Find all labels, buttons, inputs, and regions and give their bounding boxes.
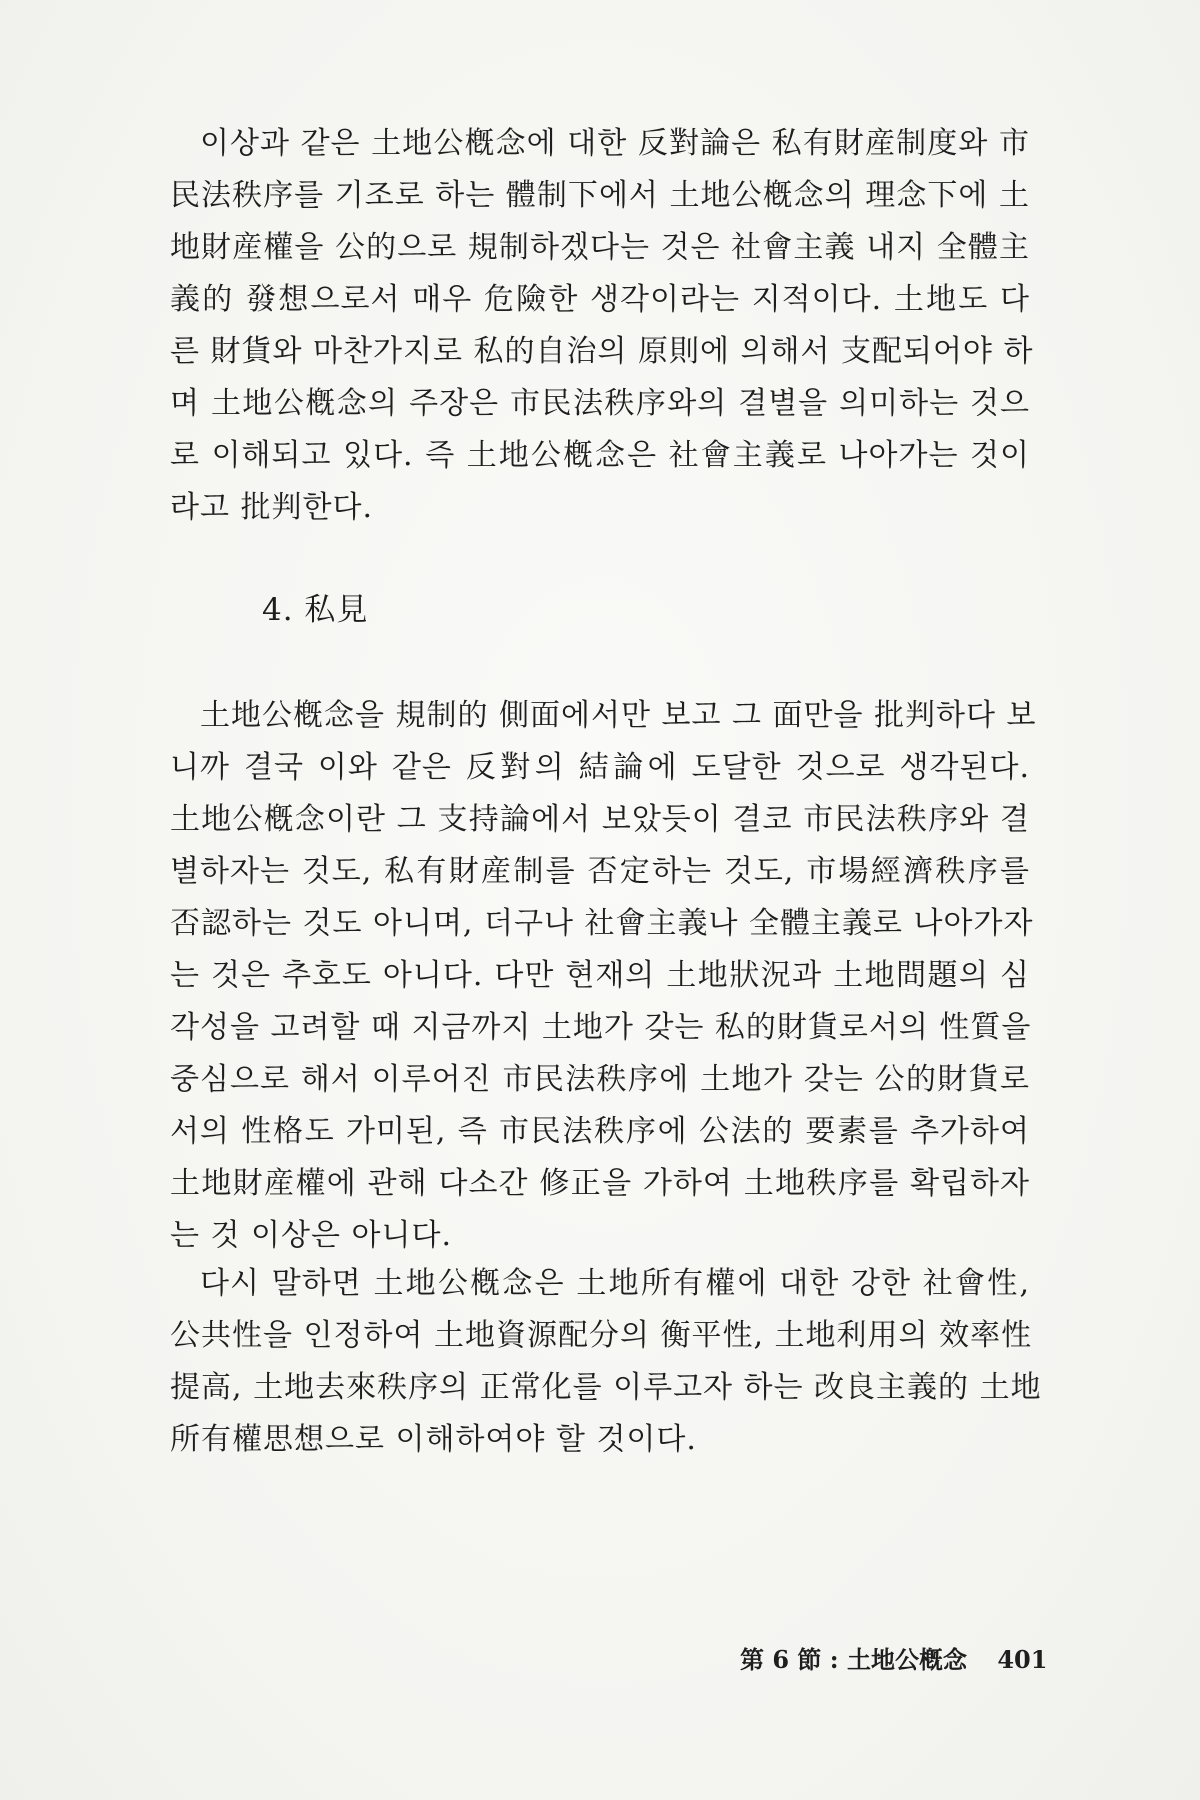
paragraph-line: 다시 말하면 土地公槪念은 土地所有權에 대한 강한 社會性, [200,1266,1030,1301]
paragraph-line: 로 이해되고 있다. 즉 土地公槪念은 社會主義로 나아가는 것이 [170,438,1030,473]
paragraph-conclusion [170,1258,1042,1466]
paragraph-line: 별하자는 것도, 私有財産制를 否定하는 것도, 市場經濟秩序를 [170,854,1030,889]
paragraph-personal-view [170,690,1037,1262]
paragraph-line: 이상과 같은 土地公槪念에 대한 反對論은 私有財産制度와 市 [200,126,1030,161]
paragraph-line: 土地財産權에 관해 다소간 修正을 가하여 土地秩序를 확립하자 [170,1166,1030,1201]
paragraph-line: 公共性을 인정하여 土地資源配分의 衡平性, 土地利用의 效率性 [170,1318,1033,1353]
page-number: 401 [997,1645,1048,1674]
paragraph-line: 니까 결국 이와 같은 反對의 結論에 도달한 것으로 생각된다. [170,750,1030,785]
paragraph-line: 른 財貨와 마찬가지로 私的自治의 原則에 의해서 支配되어야 하 [170,334,1034,369]
paragraph-line: 는 것 이상은 아니다. [170,1218,452,1253]
section-heading: 4. 私見 [262,592,369,628]
paragraph-opposition-summary [170,118,1034,534]
paragraph-line: 서의 性格도 가미된, 즉 市民法秩序에 公法的 要素를 추가하여 [170,1114,1030,1149]
paragraph-line: 民法秩序를 기조로 하는 體制下에서 土地公槪念의 理念下에 土 [170,178,1030,213]
paragraph-line: 義的 發想으로서 매우 危險한 생각이라는 지적이다. 土地도 다 [170,282,1030,317]
paragraph-line: 土地公槪念이란 그 支持論에서 보았듯이 결코 市民法秩序와 결 [170,802,1030,837]
paragraph-line: 며 土地公槪念의 주장은 市民法秩序와의 결별을 의미하는 것으 [170,386,1030,421]
paragraph-line: 土地公槪念을 規制的 側面에서만 보고 그 面만을 批判하다 보 [200,698,1037,733]
running-footer-section: 第 6 節 : 土地公槪念 [740,1645,967,1674]
paragraph-line: 중심으로 해서 이루어진 市民法秩序에 土地가 갖는 公的財貨로 [170,1062,1030,1097]
paragraph-line: 所有權思想으로 이해하여야 할 것이다. [170,1422,697,1457]
paragraph-line: 否認하는 것도 아니며, 더구나 社會主義나 全體主義로 나아가자 [170,906,1034,941]
paragraph-line: 는 것은 추호도 아니다. 다만 현재의 土地狀況과 土地問題의 심 [170,958,1030,993]
paragraph-line: 각성을 고려할 때 지금까지 土地가 갖는 私的財貨로서의 性質을 [170,1010,1032,1045]
page-footer [740,1640,1048,1675]
paragraph-line: 提高, 土地去來秩序의 正常化를 이루고자 하는 改良主義的 土地 [170,1370,1042,1405]
paragraph-line: 라고 批判한다. [170,490,373,525]
paragraph-line: 地財産權을 公的으로 規制하겠다는 것은 社會主義 내지 全體主 [170,230,1030,265]
